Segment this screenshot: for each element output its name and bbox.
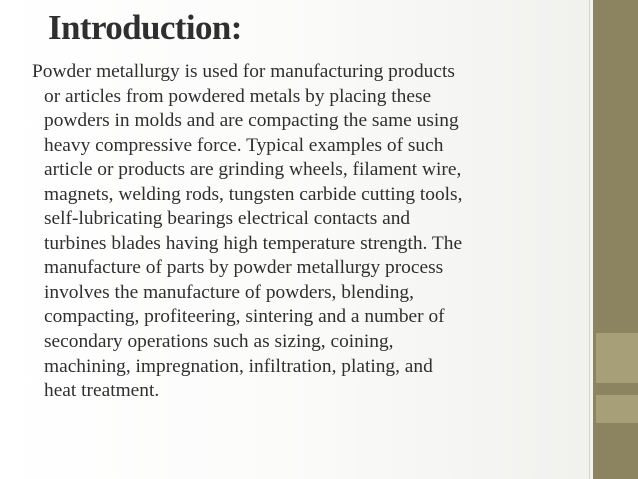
body-line: heat treatment. (44, 380, 160, 402)
body-line: heavy compressive force. Typical examples of such (44, 134, 444, 156)
slide-title: Introduction: (48, 8, 242, 47)
body-line: or articles from powdered metals by placing these (44, 85, 432, 107)
body-line: article or products are grinding wheels, filament wire, (44, 159, 462, 181)
body-line: turbines blades having high temperature strength. The (44, 232, 463, 254)
body-line: machining, impregnation, infiltration, plating, and (44, 355, 433, 377)
body-line: compacting, profiteering, sintering and a number of (44, 306, 445, 328)
right-rail-accent-block (596, 333, 638, 383)
divider-line (589, 0, 590, 479)
slide-body (32, 60, 584, 404)
body-line: manufacture of parts by powder metallurgy process (44, 257, 444, 279)
body-line: involves the manufacture of powders, blending, (44, 281, 414, 303)
body-line: magnets, welding rods, tungsten carbide cutting tools, (44, 183, 463, 205)
right-rail-accent-block (596, 395, 638, 423)
body-line: powders in molds and are compacting the same using (44, 110, 459, 132)
body-line: secondary operations such as sizing, coining, (44, 331, 394, 353)
body-line: self-lubricating bearings electrical contacts and (44, 208, 411, 230)
body-line: Powder metallurgy is used for manufacturing products (32, 61, 455, 82)
